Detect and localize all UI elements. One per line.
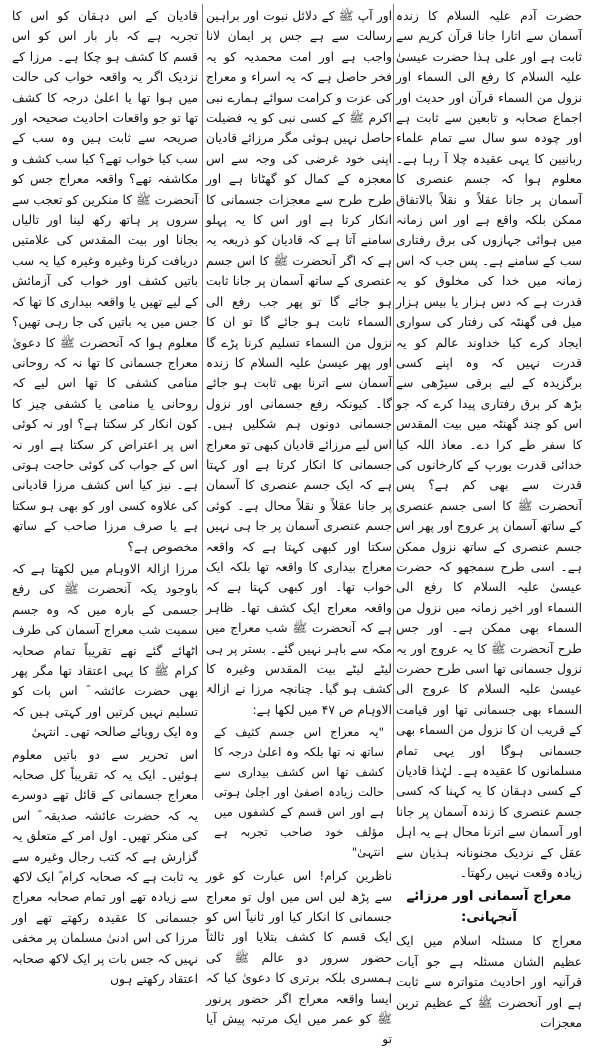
column-divider <box>393 4 394 800</box>
paragraph: معراج کا مسئلہ اسلام میں ایک عظیم الشان مسئلہ ہے جو آیات قرآنیہ اور احادیث متواترہ سے ثابت ہے اور آنحضرت ﷺ کے عظیم ترین معجزات <box>396 934 582 1030</box>
block-quote: "یہ معراج اس جسم کثیف کے ساتھ نہ تھا بلکہ وہ اعلیٰ درجہ کا کشف تھا اس کشف بیداری سے حالت زیادہ اصفیٰ اور اجلیٰ ہوتی ہے اور اس قسم کے کشفوں میں مؤلف خود صاحب تجربہ ہے انتہیٰ" <box>214 725 384 860</box>
column-right <box>396 6 582 1030</box>
paragraph: قادیان کے اس دہقان کو اس کا تجربہ ہے کہ بار بار اس کو اس قسم کا کشف ہو چکا ہے۔ مرزا کے نزدیک اگر یہ واقعہ خواب کی حالت میں ہوا تھا یا اعلیٰ درجہ کا کشف تھا تو جو واقعات احادیث صحیحہ اور صریحہ سے ثابت ہیں وہ سب کے سب کیا خواب تھے؟ کیا سب کشف و مکاشفہ تھے؟ واقعہ معراج جس کو آنحضرت ﷺ کا منکرین کو تعجب سے سروں پر ہاتھ رکھ لینا اور تالیاں بجانا اور بیت المقدس کی علامتیں دریافت کرنا وغیرہ وغیرہ کیا یہ سب باتیں کشف اور خواب کی آزمائش کے لیے تھیں یا واقعہ بیداری کا تھا کہ جس میں یہ باتیں کی جا رہی تھیں؟ معلوم ہوا کہ آنحضرت ﷺ کا دعویٰ معراج جسمانی کا تھا نہ کہ روحانی منامی کشفی کا تھا اس لیے کہ روحانی یا منامی یا کشفی چیز کا کون انکار کر سکتا ہے؟ اور نہ کوئی اس پر اعتراض کر سکتا ہے اور نہ اس کے جواب کی کوئی حاجت ہوتی ہے۔ نیز کیا اس کشف مرزا قادیانی کی علاوہ کسی اور کو بھی ہو سکتا ہے یا صرف مرزا صاحب کے ساتھ مخصوص ہے؟ <box>12 9 198 554</box>
paragraph: اور آپ ﷺ کے دلائل نبوت اور براہین رسالت سے ہے جس پر ایمان لانا واجب ہے اور امت محمدیہ کو یہ فخر حاصل ہے کہ یہ اسراء و معراج کی عزت و کرامت سوائے ہمارے نبی اکرم ﷺ کے کسی نبی کو یہ فضیلت حاصل نہیں ہوئی مگر مرزائے قادیان اپنی خود غرضی کی وجہ سے اس معجزہ کے کمال کو گھٹاتا ہے اور طرح طرح سے معجزات جسمانی کا انکار کرتا ہے اور اس کا یہ پہلو سامنے آتا ہے کہ قادیان کو ذریعہ یہ ہے کہ اگر آنحضرت ﷺ کا اس جسم عنصری کے ساتھ آسمان پر جانا ثابت ہو جائے گا تو پھر جب رفع الی السماء ثابت ہو جائے گا تو ان کا نزول من السماء تسلیم کرنا پڑے گا اور پھر عیسیٰ علیہ السلام کا زندہ آسمان سے اترنا بھی ثابت ہو جائے گا۔ کیونکہ رفع جسمانی اور نزول جسمانی دونوں ہم شکلیں ہیں۔ اس لیے مرزائے قادیان کبھی تو معراج جسمانی کا انکار کرتا ہے اور کہتا ہے کہ ایک جسم عنصری کا آسمان پر جانا عقلاً و نقلاً محال ہے۔ کوئی جسم عنصری آسمان پر جا ہی نہیں سکتا اور کبھی کہتا ہے کہ واقعہ معراج بیداری کا واقعہ تھا بلکہ ایک خواب تھا۔ اور کبھی کہتا ہے کہ واقعہ معراج ایک کشف تھا۔ ظاہر ہے کہ آنحضرت ﷺ شب معراج میں مکہ سے باہر نہیں گئے۔ بستر پر ہی لیٹے لیٹے بیت المقدس وغیرہ کا کشف ہو گیا۔ چنانچہ مرزا نے ازالۃ الاوہام ص ۴۷ میں لکھا ہے: <box>206 9 392 717</box>
paragraph: ناظرین کرام! اس عبارت کو غور سے پڑھ لیں اس میں اول تو معراج جسمانی کا انکار کیا اور ثانیاً اس کو ایک قسم کا کشف بتلایا اور ثالثاً حضور سرور دو عالم ﷺ کی ہمسری بلکہ برتری کا دعویٰ کیا کہ ایسا واقعہ معراج اگر حضور پرنور ﷺ کو عمر میں ایک مرتبہ پیش آیا تو <box>206 869 392 1047</box>
column-left <box>12 6 198 987</box>
section-heading: معراج آسمانی اور مرزائے آنجہانی: <box>406 889 572 925</box>
paragraph: مرزا ازالۃ الاوہام میں لکھتا ہے کہ باوجود یکہ آنحضرت ﷺ کی رفع جسمی کے بارہ میں کہ وہ جسم سمیت شب معراج آسمان کی طرف اٹھائے گئے تھے تقریباً تمام صحابہ کرام ﷺ کا یہی اعتقاد تھا مگر پھر بھی حضرت عائشہ ؓ اس بات کو تسلیم نہیں کرتیں اور کہتی ہیں کہ وہ ایک رویائے صالحہ تھی۔ انتہیٰ <box>12 561 198 740</box>
paragraph: حضرت آدم علیہ السلام کا زندہ آسمان سے اتارا جانا قرآن کریم سے ثابت ہے اور علی ہذا حضرت عیسیٰ علیہ السلام کا رفع الی السماء اور نزول من السماء قرآن اور حدیث اور اجماع صحابہ و تابعین سے ثابت ہے اور چودہ سو سال سے تمام علماء ربانیین کا یہی عقیدہ چلا آ رہا ہے۔ معلوم ہوا کہ جسم عنصری کا آسمان پر جانا عقلاً و نقلاً بالاتفاق ممکن بلکہ واقع ہے اور اس زمانہ میں ہوائی جہازوں کی برق رفتاری سب کے سامنے ہے۔ پس جب کہ اس زمانہ میں خدا کی مخلوق کو یہ قدرت ہے کہ دس ہزار یا بیس ہزار میل فی گھنٹہ کی رفتار کی سواری ایجاد کرے کیا خداوند عالم کو یہ قدرت نہیں کہ وہ اپنے کسی برگزیدہ کے لیے برقی سیڑھی سے بڑھ کر برق رفتاری پیدا کرے کہ جو اس کو چند گھنٹہ میں بیت المقدس کا سفر طے کرا دے۔ معاذ اللہ کیا خدائی قدرت یورپ کے کارخانوں کی قدرت سے بھی کم ہے؟ پس آنحضرت ﷺ کا اسی جسم عنصری کے ساتھ آسمان پر عروج اور پھر اس جسم عنصری کے ساتھ نزول ممکن ہے۔ اسی طرح سمجھو کہ حضرت عیسیٰ علیہ السلام کا رفع الی السماء اور اخیر زمانہ میں نزول من السماء بھی ممکن ہے۔ اور جس طرح آنحضرت ﷺ کا یہ عروج اور یہ نزول جسمانی تھا اسی طرح حضرت عیسیٰ علیہ السلام کا عروج الی السماء بھی جسمانی تھا اور قیامت کے قریب ان کا نزول من السماء بھی جسمانی ہوگا اور یہی تمام مسلمانوں کا عقیدہ ہے۔ لہٰذا قادیان کے کسی دہقان کا یہ کہنا کہ کسی جسم عنصری کا زندہ آسمان پر جانا اور آسمان سے اترنا محال ہے یہ اہل عقل کے نزدیک مجنونانہ ہذیان سے زیادہ وقعت نہیں رکھتا۔ <box>396 9 582 881</box>
column-middle <box>206 6 392 1047</box>
paragraph: اس تحریر سے دو باتیں معلوم ہوئیں۔ ایک یہ کہ تقریباً کل صحابہ معراج جسمانی کے قائل تھے دوسرے یہ کہ حضرت عائشہ صدیقہ ؓ اس کی منکر تھیں۔ اول امر کے متعلق یہ گزارش ہے کہ کتب رجال وغیرہ سے یہ ثابت ہے کہ صحابہ کرام ؓ ایک لاکھ سے زیادہ تھے اور تمام صحابہ معراج جسمانی کا عقیدہ رکھتے تھے اور مرزا کی اس ادنیٰ مسلمان پر مخفی نہیں کہ جس بات پر ایک لاکھ صحابہ اعتقاد رکھتے ہوں <box>12 747 198 987</box>
column-divider <box>202 4 203 800</box>
